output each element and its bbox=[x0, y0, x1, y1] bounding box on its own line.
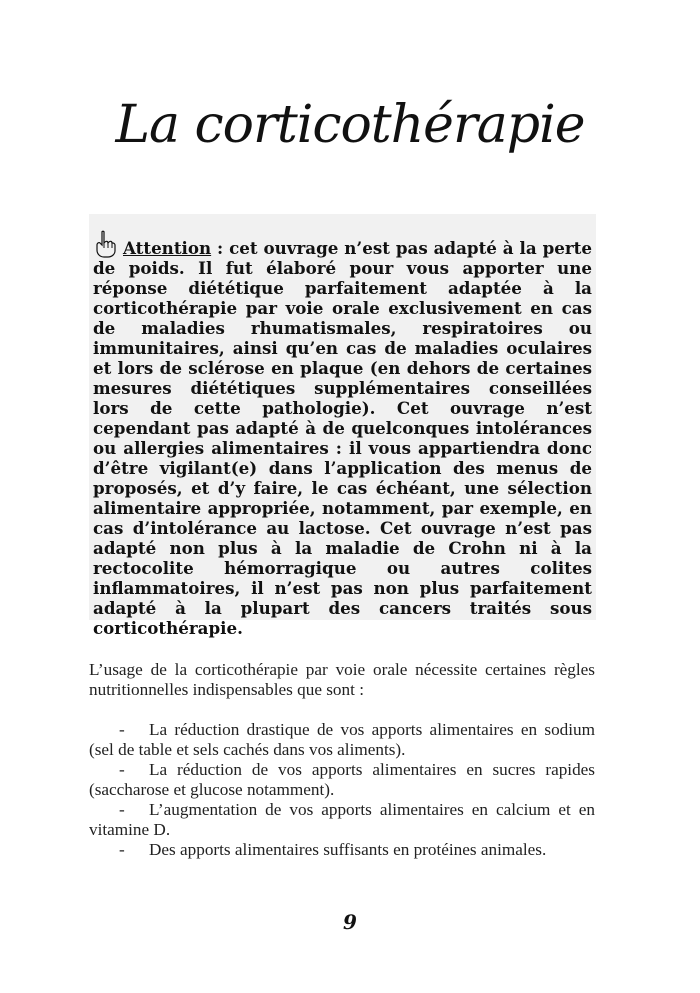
attention-text: : cet ouvrage n’est pas adapté à la perte de poids. Il fut élaboré pour vous apporter une réponse diététique parfaitement adaptée à la corticothérapie par voie orale exclusivement en cas de maladies rhumatismales, respiratoires ou immunitaires, ainsi qu’en cas de maladies oculaires et lors de sclérose en plaque (en dehors de certaines mesures diététiques supplémentaires conseillées lors de cette pathologie). Cet ouvrage n’est cependant pas adapté à de quelconques intolérances ou allergies alimentaires : il vous appartiendra donc d’être vigilant(e) dans l’application des menus de proposés, et d’y faire, le cas échéant, une sélection alimentaire appropriée, notamment, par exemple, en cas d’intolérance au lactose. Cet ouvrage n’est pas adapté non plus à la maladie de Crohn ni à la rectocolite hémorragique ou autres colites inflammatoires, il n’est pas non plus parfaitement adapté à la plupart des cancers traités sous corticothérapie. bbox=[93, 238, 592, 638]
list-item bbox=[89, 800, 595, 840]
list-item-text: La réduction de vos apports alimentaires en sucres rapides (saccharose et glucose notamment). bbox=[89, 760, 595, 799]
list-item bbox=[89, 720, 595, 760]
pointing-hand-icon bbox=[93, 230, 117, 258]
attention-box bbox=[89, 214, 596, 638]
attention-label: Attention bbox=[123, 238, 212, 258]
list-dash: - bbox=[119, 760, 125, 779]
list-dash: - bbox=[119, 840, 125, 859]
intro-paragraph: L’usage de la corticothérapie par voie orale nécessite certaines règles nutritionnelles indispensables que sont : bbox=[89, 660, 595, 699]
list-item-text: Des apports alimentaires suffisants en protéines animales. bbox=[149, 840, 547, 859]
attention-paragraph bbox=[93, 230, 592, 638]
page-title: La corticothérapie bbox=[115, 95, 585, 155]
page-number: 9 bbox=[343, 910, 357, 934]
list-item-text: La réduction drastique de vos apports alimentaires en sodium (sel de table et sels cachés dans vos aliments). bbox=[89, 720, 595, 759]
list-item bbox=[89, 840, 595, 860]
list-dash: - bbox=[119, 720, 125, 739]
list-item bbox=[89, 760, 595, 800]
list-item-text: L’augmentation de vos apports alimentaires en calcium et en vitamine D. bbox=[89, 800, 595, 839]
main-text bbox=[89, 660, 595, 860]
list-dash: - bbox=[119, 800, 125, 819]
